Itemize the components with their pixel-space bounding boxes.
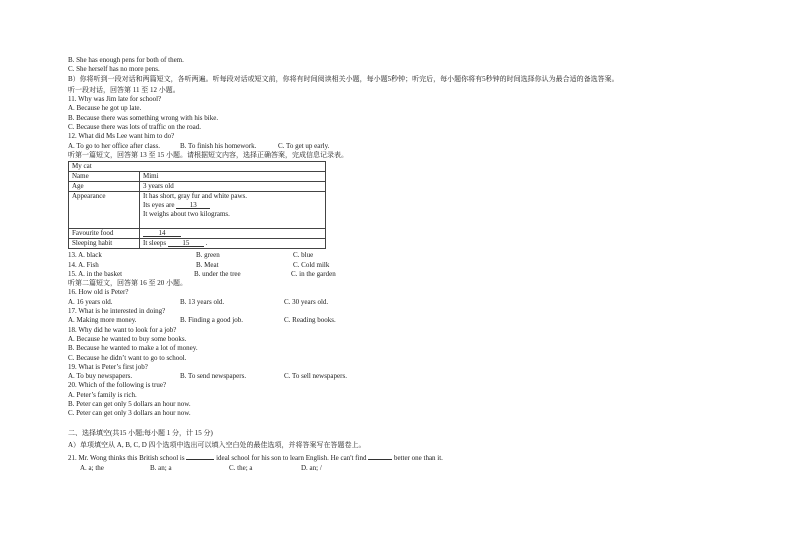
option: C. To get up early. (278, 141, 330, 150)
option: B. To send newspapers. (180, 372, 247, 381)
answer-blank (168, 239, 204, 247)
table-value: 3 years old (140, 182, 326, 192)
table-row (69, 239, 326, 249)
section-title: 二、选择填空(共15 小题;每小题 1 分，计 15 分) (68, 428, 213, 437)
option: C. Reading books. (284, 316, 336, 325)
table-row (69, 229, 326, 239)
table-value-line: It weighs about two kilograms. (143, 210, 230, 219)
options-row (68, 142, 748, 151)
option: B. green (196, 251, 220, 260)
option-line: B. Because he wanted to make a lot of money. (68, 344, 198, 353)
option: B. 13 years old. (180, 297, 225, 306)
options-row (68, 251, 748, 260)
question: 20. Which of the following is true? (68, 381, 167, 390)
option-line: B. Because there was something wrong with his bike. (68, 113, 219, 122)
option: A. Making more money. (68, 316, 137, 325)
table-value (140, 192, 326, 229)
options-row (68, 298, 748, 307)
option-line: C. Peter can get only 3 dollars an hour now. (68, 409, 191, 418)
option-line: A. Because he wanted to buy some books. (68, 334, 187, 343)
table-value-text: It sleeps (143, 239, 167, 248)
option: C. blue (293, 251, 314, 260)
table-row (69, 172, 326, 182)
option: 14. A. Fish (68, 260, 99, 269)
part-header: 听一段对话，回答第 11 至 12 小题。 (68, 85, 180, 94)
option-line: C. She herself has no more pens. (68, 65, 160, 74)
options-row (68, 464, 748, 473)
option: C. To sell newspapers. (284, 372, 347, 381)
option: B. an; a (150, 463, 172, 472)
table-value (140, 239, 326, 249)
option: C. Cold milk (293, 260, 330, 269)
question: 12. What did Ms Lee want him to do? (68, 132, 175, 141)
option-line: A. Because he got up late. (68, 104, 142, 113)
exam-page (68, 56, 748, 473)
blank-number: 13 (189, 201, 197, 210)
table-value-text: . (205, 239, 208, 248)
option: B. Meat (196, 260, 219, 269)
question: 16. How old is Peter? (68, 288, 129, 297)
table-row (69, 162, 326, 172)
option: C. the; a (229, 463, 253, 472)
option-line: A. Peter’s family is rich. (68, 390, 137, 399)
option-line: B. Peter can get only 5 dollars an hour now. (68, 400, 191, 409)
blank-number: 14 (158, 229, 166, 238)
table-value-line (143, 201, 322, 210)
table-value-text: Its eyes are (143, 201, 175, 210)
table-key: Name (69, 172, 140, 182)
question: 11. Why was Jim late for school? (68, 95, 162, 104)
option: B. To finish his homework. (180, 141, 257, 150)
table-key: Favourite food (69, 229, 140, 239)
question-text: better one than it. (393, 454, 443, 463)
options-row (68, 372, 748, 381)
answer-blank (368, 452, 392, 460)
table-value: Mimi (140, 172, 326, 182)
question: 18. Why did he want to look for a job? (68, 325, 177, 334)
table-key: Sleeping habit (69, 239, 140, 249)
answer-blank (176, 201, 210, 209)
table-key: Appearance (69, 192, 140, 229)
table-key: Age (69, 182, 140, 192)
option-line: C. Because he didn’t want to go to school. (68, 353, 187, 362)
table-value-line: It has short, gray fur and white paws. (143, 192, 248, 201)
question-text: ideal school for his son to learn English. He can't find (216, 454, 367, 463)
option: A. To go to her office after class. (68, 141, 160, 150)
answer-blank (143, 229, 181, 237)
option: A. 16 years old. (68, 297, 113, 306)
answer-blank (186, 452, 214, 460)
option-line: B. She has enough pens for both of them. (68, 56, 184, 64)
table-row (69, 182, 326, 192)
option: 13. A. black (68, 251, 102, 260)
options-row (68, 316, 748, 325)
instruction-text: B）你将听到一段对话和两篇短文，各听两遍。听每段对话或短文前，你将有时间阅读相关小题，每小题5秒钟；听完后，每小题你将有5秒钟的时间选择你认为最合适的备选答案。 (68, 74, 619, 83)
option: B. under the tree (194, 269, 241, 278)
question-text: 21. Mr. Wong thinks this British school is (68, 454, 185, 463)
option: B. Finding a good job. (180, 316, 244, 325)
table-row (69, 192, 326, 229)
option: A. To buy newspapers. (68, 372, 133, 381)
option: C. in the garden (291, 269, 336, 278)
part-header: 听第二篇短文，回答第 16 至 20 小题。 (68, 279, 187, 288)
option: A. a; the (80, 463, 104, 472)
table-value (140, 229, 326, 239)
question: 19. What is Peter’s first job? (68, 362, 148, 371)
option: C. 30 years old. (284, 297, 329, 306)
blank-number: 15 (182, 239, 190, 248)
option-line: C. Because there was lots of traffic on the road. (68, 123, 202, 132)
question: 17. What is he interested in doing? (68, 307, 166, 316)
instruction-text: A）单项填空从 A, B, C, D 四个选项中选出可以填入空白处的最佳选项，并将答案写在答题卷上。 (68, 440, 366, 449)
options-row (68, 261, 748, 270)
table-title: My cat (69, 162, 326, 172)
option: D. an; / (301, 463, 322, 472)
info-table (68, 161, 326, 249)
part-header: 听第一篇短文，回答第 13 至 15 小题。请根据短文内容，选择正确答案，完成信息记录表。 (68, 150, 348, 159)
options-row (68, 270, 748, 279)
question (68, 452, 748, 463)
option: 15. A. in the basket (68, 269, 123, 278)
